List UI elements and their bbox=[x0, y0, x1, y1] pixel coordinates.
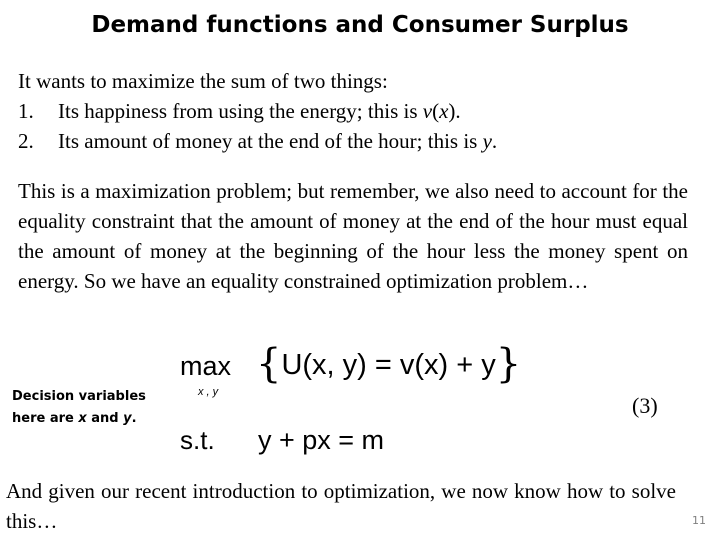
list-number: 1. bbox=[18, 99, 34, 123]
slide-title: Demand functions and Consumer Surplus bbox=[91, 12, 629, 38]
list-text: Its amount of money at the end of the hour; this is y. bbox=[58, 129, 498, 153]
subject-to-label: s.t. bbox=[180, 425, 215, 455]
closing-text: And given our recent introduction to optimization, we now know how to solve this… bbox=[6, 479, 676, 533]
constraint-equation: y + px = m bbox=[258, 425, 385, 455]
numbered-list bbox=[18, 96, 497, 156]
list-number: 2. bbox=[18, 129, 34, 153]
max-operator: max bbox=[180, 351, 232, 381]
brace-open: { bbox=[256, 341, 282, 387]
list-item bbox=[18, 126, 497, 156]
objective-expression: U(x, y) = v(x) + y bbox=[281, 349, 496, 381]
max-subscript: x , y bbox=[198, 386, 219, 398]
explanation-paragraph: This is a maximization problem; but remember, we also need to account for the equality constraint that the amount of money at the end of the hour must equal the amount of money at the beginning of the hour less the money spent on energy. So we have an equality constrained optimization problem… bbox=[18, 179, 688, 293]
objective-function bbox=[256, 341, 522, 387]
list-item bbox=[18, 96, 497, 126]
equation-number: (3) bbox=[632, 393, 658, 418]
page-number: 11 bbox=[692, 514, 706, 527]
brace-close: } bbox=[495, 341, 522, 387]
list-text: Its happiness from using the energy; this is v(x). bbox=[58, 99, 461, 123]
decision-variables-note: Decision variables here are x and y. bbox=[12, 389, 146, 426]
intro-text: It wants to maximize the sum of two things: bbox=[18, 69, 388, 93]
